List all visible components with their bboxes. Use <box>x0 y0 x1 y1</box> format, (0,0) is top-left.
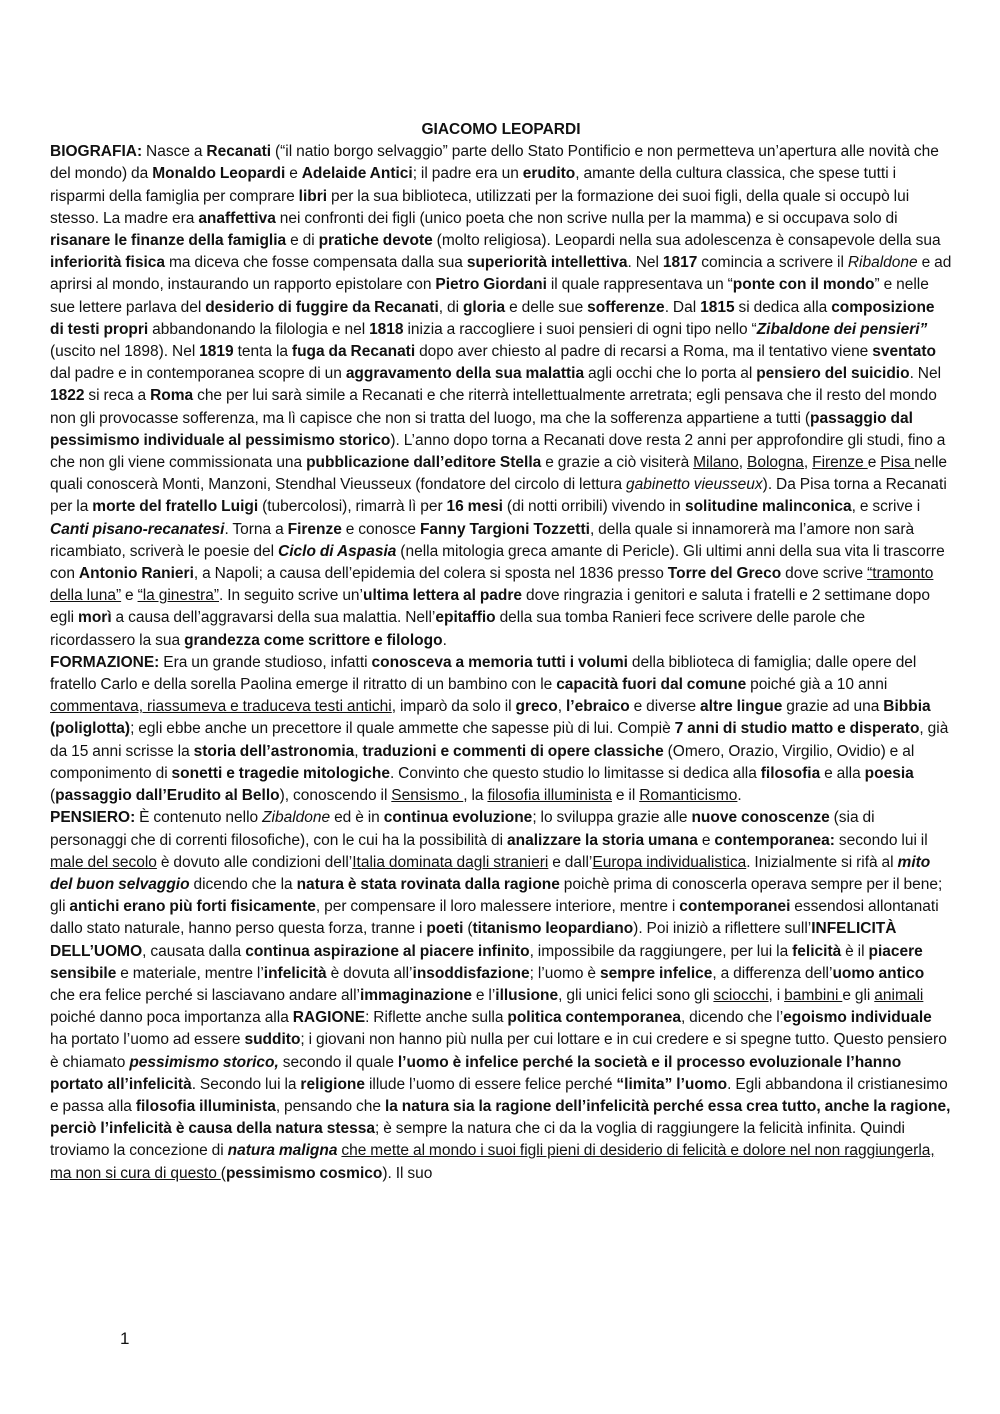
text-run: Canti pisano-recanatesi <box>50 520 225 538</box>
text-run: mito del buon selvaggio <box>50 853 931 893</box>
text-run: , e scrive i <box>851 498 921 516</box>
text-run: ed è in <box>330 809 384 827</box>
text-run: , impossibile da raggiungere, per lui la <box>529 942 793 960</box>
text-run: illusione <box>495 986 559 1004</box>
text-run: poeti <box>426 920 464 938</box>
text-run: libri <box>298 187 328 205</box>
text-run: solitudine malinconica <box>684 498 852 516</box>
text-run: natura maligna <box>227 1142 338 1160</box>
text-run: ponte con il mondo <box>732 276 875 294</box>
text-run: , <box>354 742 363 760</box>
text-run: . Egli abbandona il cristianesimo e passa alla <box>50 1075 948 1115</box>
text-run: : Riflette anche sulla <box>365 1009 508 1027</box>
text-run: poesia <box>864 764 914 782</box>
paragraph-formazione <box>50 652 952 807</box>
text-run: passaggio dall’Erudito al Bello <box>55 787 280 805</box>
text-run: sofferenze <box>587 298 665 316</box>
text-run: poiché già a 10 anni <box>746 676 888 694</box>
text-run: ; il padre era un <box>412 165 523 183</box>
text-run: ). Da Pisa torna a Recanati per la <box>50 476 947 516</box>
text-run: Bibbia (poliglotta) <box>50 698 931 738</box>
text-run: ma diceva che fosse compensata dalla sua <box>165 254 467 272</box>
text-run: illude l’uomo di essere felice perché <box>365 1075 617 1093</box>
text-run: Firenze <box>287 520 342 538</box>
text-run: ; lo sviluppa grazie alle <box>532 809 692 827</box>
text-run: e materiale, mentre l’ <box>116 964 264 982</box>
text-run: erudito <box>522 165 576 183</box>
text-run: poichè prima di conoscerla operava sempre per il bene; gli <box>50 875 943 916</box>
text-run: ; è sempre la natura che ci da la voglia di raggiungere la felicità infinita. Quindi troviamo la concezione di <box>50 1120 905 1160</box>
text-run: INFELICITÀ DELL’UOMO <box>50 920 897 960</box>
text-run: inferiorità fisica <box>50 254 166 272</box>
text-run: Roma <box>150 387 194 405</box>
text-run: 1819 <box>199 343 234 361</box>
text-run: pessimismo storico, <box>129 1053 279 1071</box>
text-run: conosceva a memoria tutti i volumi <box>371 653 628 671</box>
text-run: . Convinto che questo studio lo limitasse si dedica alla <box>389 764 761 782</box>
text-run: Fanny Targioni Tozzetti <box>419 520 590 538</box>
text-run: si reca a <box>84 387 151 405</box>
text-run: e diverse <box>629 698 701 716</box>
text-run: ; egli ebbe anche un precettore il quale ammette che sapesse più di lui. Compiè <box>130 720 675 738</box>
text-run: 7 anni di studio matto e disperato <box>674 720 920 738</box>
text-run: . <box>737 787 742 805</box>
text-run: Antonio Ranieri <box>78 565 194 583</box>
text-run: secondo lui il <box>834 831 928 849</box>
text-run: ). L’anno dopo torna a Recanati dove resta 2 anni per approfondire gli studi, fino a che non gli viene commissionata una <box>50 431 946 472</box>
text-run: politica contemporanea <box>507 1009 681 1027</box>
text-run: e conosce <box>341 520 420 538</box>
text-run: . In seguito scrive un’ <box>219 587 364 605</box>
text-run: continua evoluzione <box>383 809 533 827</box>
paragraph-biografia <box>50 141 952 652</box>
text-run: grandezza come scrittore e filologo <box>184 631 443 649</box>
text-run: essendosi allontanati dallo stato naturale, hanno perso questa forza, tranne i <box>50 898 939 938</box>
text-run: Italia dominata dagli stranieri <box>352 853 549 871</box>
text-run: dove ringrazia i genitori e saluta i fratelli e 2 settimane dopo egli <box>50 587 930 627</box>
text-run: (sia di personaggi che di correnti filosofiche), con le cui ha la possibilità di <box>50 809 875 849</box>
text-run: è dovuta all’ <box>326 964 413 982</box>
text-run: ( <box>220 1164 226 1182</box>
text-run: filosofia <box>760 764 821 782</box>
text-run: , già da 15 anni scrisse la <box>50 720 949 760</box>
text-run: 1818 <box>369 320 404 338</box>
text-run: e dall’ <box>548 853 593 871</box>
text-run: nei confronti dei figli (unico poeta che non scrive nulla per la mamma) e si occupava solo di <box>275 209 898 227</box>
text-run: e grazie a ciò visiterà <box>541 454 694 472</box>
text-run: la natura sia la ragione dell’infelicità perché essa crea tutto, anche la ragione, perciò l’infelicità è causa della natura stessa <box>50 1097 951 1138</box>
text-run: continua aspirazione al piacere infinito <box>245 942 530 960</box>
text-run: Recanati <box>206 143 272 161</box>
text-run: Romanticismo <box>639 787 738 805</box>
text-run: e delle sue <box>505 298 588 316</box>
text-run: titanismo leopardiano <box>472 920 634 938</box>
text-run: ( <box>463 920 473 938</box>
text-run: ), conoscendo il <box>279 787 392 805</box>
text-run: natura è stata rovinata dalla ragione <box>296 875 560 893</box>
text-run: dicendo che la <box>189 875 297 893</box>
text-run: . Nel <box>627 254 663 272</box>
text-run: che mette al mondo i suoi figli pieni di desiderio di felicità e dolore nel non raggiungerla, ma non si cura di questo <box>50 1142 935 1182</box>
text-run: 1817 <box>662 254 698 272</box>
text-run: ( <box>50 787 56 805</box>
text-run: morte del fratello Luigi <box>92 498 259 516</box>
text-run: che era felice perché si lasciavano andare all’ <box>50 986 360 1004</box>
text-run: , pensando che <box>275 1097 385 1115</box>
text-run: È contenuto nello <box>135 809 263 827</box>
text-run: della sua tomba Ranieri fece scrivere delle parole che ricordassero la sua <box>50 609 866 649</box>
text-run: ha portato l’uomo ad essere <box>50 1031 245 1049</box>
text-run: . Dal <box>664 298 701 316</box>
text-run: è dovuto alle condizioni dell’ <box>156 853 353 871</box>
text-run: dopo aver chiesto al padre di recarsi a Roma, ma il tentativo viene <box>415 343 873 361</box>
text-run: animali <box>874 986 924 1004</box>
text-run: egoismo individuale <box>783 1009 932 1027</box>
text-run: , i <box>768 986 785 1004</box>
text-run: filosofia illuminista <box>135 1097 276 1115</box>
text-run: poiché danno poca importanza alla <box>50 1009 293 1027</box>
text-run: antichi erano più forti fisicamente <box>69 898 316 916</box>
text-run: inizia a raccogliere i suoi pensieri di ogni tipo nello “ <box>403 320 757 338</box>
text-run: dal padre e in contemporanea scopre di un <box>50 365 346 383</box>
text-run: Firenze <box>812 454 868 472</box>
text-run: pessimismo cosmico <box>225 1164 383 1182</box>
text-run: “la ginestra” <box>137 587 219 605</box>
text-run: epitaffio <box>435 609 496 627</box>
text-run: insoddisfazione <box>412 964 530 982</box>
text-run: agli occhi che lo porta al <box>584 365 757 383</box>
text-run: Bologna <box>747 454 804 472</box>
text-run: (molto religiosa). Leopardi nella sua adolescenza è consapevole della sua <box>432 232 941 250</box>
text-run: gabinetto vieusseux <box>626 476 763 494</box>
text-run: Ribaldone <box>847 254 918 272</box>
text-run: religione <box>300 1075 366 1093</box>
text-run: male del secolo <box>50 853 157 871</box>
text-run: si dedica alla <box>734 298 832 316</box>
paragraph-pensiero <box>50 807 952 1184</box>
text-run: Monaldo Leopardi <box>152 165 286 183</box>
text-run: superiorità intellettiva <box>466 254 628 272</box>
text-run: e <box>697 831 715 849</box>
text-run: , a differenza dell’ <box>712 964 833 982</box>
text-run: Zibaldone dei pensieri” <box>756 320 928 338</box>
text-run: pubblicazione dall’editore Stella <box>306 454 542 472</box>
text-run: ). Poi iniziò a riflettere sull’ <box>633 920 812 938</box>
text-run: , <box>557 698 566 716</box>
text-run: traduzioni e commenti di opere classiche <box>362 742 664 760</box>
text-run: suddito <box>244 1031 301 1049</box>
text-run: . Inizialmente si rifà al <box>746 853 898 871</box>
text-run: sventato <box>872 343 936 361</box>
text-run: , di <box>438 298 463 316</box>
text-run: per la sua biblioteca, utilizzati per la formazione dei suoi figli, della quale si occupò lui stesso. La madre era <box>50 187 910 227</box>
text-run: Nasce a <box>142 143 207 161</box>
text-run: . <box>442 631 447 649</box>
text-run: nuove conoscenze <box>691 809 830 827</box>
text-run: uomo antico <box>832 964 925 982</box>
text-run: Torre del Greco <box>667 565 782 583</box>
text-run: ultima lettera al padre <box>363 587 523 605</box>
text-run: commentava, riassumeva e traduceva testi antichi <box>50 698 392 716</box>
text-run: Europa individualistica <box>592 853 747 871</box>
text-run: 16 mesi <box>446 498 503 516</box>
text-run: pensiero del suicidio <box>756 365 910 383</box>
text-run: . Nel <box>909 365 942 383</box>
text-run: e ad aprirsi al mondo, instaurando un rapporto epistolare con <box>50 254 952 294</box>
text-run: , della quale si innamorerà ma l’amore non sarà ricambiato, scriverà le poesie del <box>50 520 915 560</box>
text-run: filosofia illuminista <box>487 787 612 805</box>
text-run: passaggio dal pessimismo individuale al pessimismo storico <box>50 409 913 449</box>
text-run: composizione di testi propri <box>50 298 935 338</box>
text-run: , <box>803 454 813 472</box>
text-run: e <box>867 454 881 472</box>
text-run: piacere sensibile <box>50 942 923 982</box>
text-run: . Secondo lui la <box>191 1075 301 1093</box>
text-run: , dicendo che l’ <box>680 1009 784 1027</box>
text-run: e <box>121 587 138 605</box>
text-run: e <box>285 165 302 183</box>
text-run: sempre infelice <box>599 964 713 982</box>
document-title: GIACOMO LEOPARDI <box>421 121 581 138</box>
text-run: tenta la <box>233 343 292 361</box>
text-run: desiderio di fuggire da Recanati <box>205 298 439 316</box>
text-run: (“il natio borgo selvaggio” parte dello Stato Pontificio e non permetteva un’apertura alle novità che del mondo) da <box>50 143 939 183</box>
text-run: e il <box>611 787 640 805</box>
text-run: sonetti e tragedie mitologiche <box>171 764 390 782</box>
text-run: fuga da Recanati <box>291 343 416 361</box>
text-run: e l’ <box>471 986 496 1004</box>
text-run: ). Il suo <box>382 1164 433 1182</box>
text-run: e gli <box>842 986 875 1004</box>
text-run: e alla <box>820 764 865 782</box>
text-run: , amante della cultura classica, che spese tutti i risparmi della famiglia per comprare <box>50 165 897 205</box>
text-run: Milano <box>693 454 739 472</box>
text-run: risanare le finanze della famiglia <box>50 232 287 250</box>
text-run: ” e nelle sue lettere parlava del <box>50 276 929 316</box>
text-run: Ciclo di Aspasia <box>278 542 397 560</box>
text-run: Pietro Giordani <box>435 276 547 294</box>
text-run: altre lingue <box>700 698 783 716</box>
text-run: FORMAZIONE: <box>50 653 160 671</box>
page-number: 1 <box>120 1329 130 1348</box>
text-run: e di <box>286 232 319 250</box>
document-body <box>50 119 952 1185</box>
text-run: “limita” l’uomo <box>616 1075 728 1093</box>
text-run: “tramonto della luna” <box>50 565 934 605</box>
text-run: secondo il quale <box>278 1053 398 1071</box>
text-run: Pisa <box>880 454 915 472</box>
text-run: è il <box>841 942 869 960</box>
text-run: Sensismo <box>391 787 464 805</box>
text-run: ; i giovani non hanno più nulla per cui lottare e in cui credere e si spegne tutto. Questo pensiero è chiamato <box>50 1031 947 1071</box>
text-run: (Omero, Orazio, Virgilio, Ovidio) e al componimento di <box>50 742 915 782</box>
text-run: abbandonando la filologia e nel <box>148 320 370 338</box>
text-run: il quale rappresentava un “ <box>546 276 733 294</box>
text-run: , la <box>463 787 488 805</box>
text-run: che per lui sarà simile a Recanati e che riterrà intellettualmente arretrata; egli pensava che il resto del mondo non gli provocasse sofferenza, ma lì capisce che non si tratta del luogo, ma che la sofferenza appartiene a tutti ( <box>50 387 937 427</box>
text-run: Zibaldone <box>262 809 331 827</box>
text-run: greco <box>515 698 558 716</box>
text-run: , imparò da solo il <box>391 698 516 716</box>
text-run: gloria <box>462 298 506 316</box>
text-run: capacità fuori dal comune <box>556 676 747 694</box>
text-run: anaffettiva <box>198 209 276 227</box>
text-run: , gli unici felici sono gli <box>558 986 714 1004</box>
text-run: l’uomo è infelice perché la società e il processo evoluzionale l’hanno portato all’infelicità <box>50 1053 902 1093</box>
text-run: a causa dell’aggravarsi della sua malattia. Nell’ <box>111 609 436 627</box>
text-run: aggravamento della sua malattia <box>345 365 585 383</box>
text-run: Adelaide Antici <box>301 165 413 183</box>
text-run: morì <box>78 609 112 627</box>
text-run: bambini <box>784 986 843 1004</box>
text-run: l’ebraico <box>565 698 630 716</box>
text-run: felicità <box>792 942 842 960</box>
text-run: (uscito nel 1898). Nel <box>50 343 200 361</box>
text-run: (di notti orribili) vivendo in <box>503 498 685 516</box>
text-run: 1822 <box>50 387 85 405</box>
text-run: storia dell’astronomia <box>193 742 355 760</box>
text-run: Era un grande studioso, infatti <box>159 653 372 671</box>
text-run: della biblioteca di famiglia; dalle opere del fratello Carlo e della sorella Paolina emerge il ritratto di un bambino con le <box>50 653 917 694</box>
text-run: , per compensare il loro malessere interiore, mentre i <box>315 898 680 916</box>
text-run: , <box>738 454 747 472</box>
text-run: contemporanea: <box>714 831 835 849</box>
text-run: pratiche devote <box>318 232 433 250</box>
text-run: comincia a scrivere il <box>697 254 848 272</box>
text-run: BIOGRAFIA: <box>50 143 143 161</box>
text-run: analizzare la storia umana <box>507 831 698 849</box>
text-run: infelicità <box>263 964 327 982</box>
text-run: (nella mitologia greca amante di Pericle). Gli ultimi anni della sua vita li trascorre con <box>50 542 945 583</box>
text-run: sciocchi <box>713 986 769 1004</box>
text-run: ; l’uomo è <box>529 964 600 982</box>
text-run: PENSIERO: <box>50 809 136 827</box>
text-run: . Torna a <box>224 520 288 538</box>
text-run: 1815 <box>700 298 735 316</box>
text-run: grazie ad una <box>782 698 884 716</box>
text-run: nelle quali conoscerà Monti, Manzoni, Stendhal Vieusseux (fondatore del circolo di lettura <box>50 454 948 494</box>
text-run: RAGIONE <box>292 1009 366 1027</box>
text-run: (tubercolosi), rimarrà lì per <box>258 498 447 516</box>
text-run: , causata dalla <box>142 942 246 960</box>
text-run: contemporanei <box>679 898 791 916</box>
text-run: , a Napoli; a causa dell’epidemia del colera si sposta nel 1836 presso <box>193 565 668 583</box>
text-run: immaginazione <box>359 986 472 1004</box>
text-run: dove scrive <box>781 565 868 583</box>
